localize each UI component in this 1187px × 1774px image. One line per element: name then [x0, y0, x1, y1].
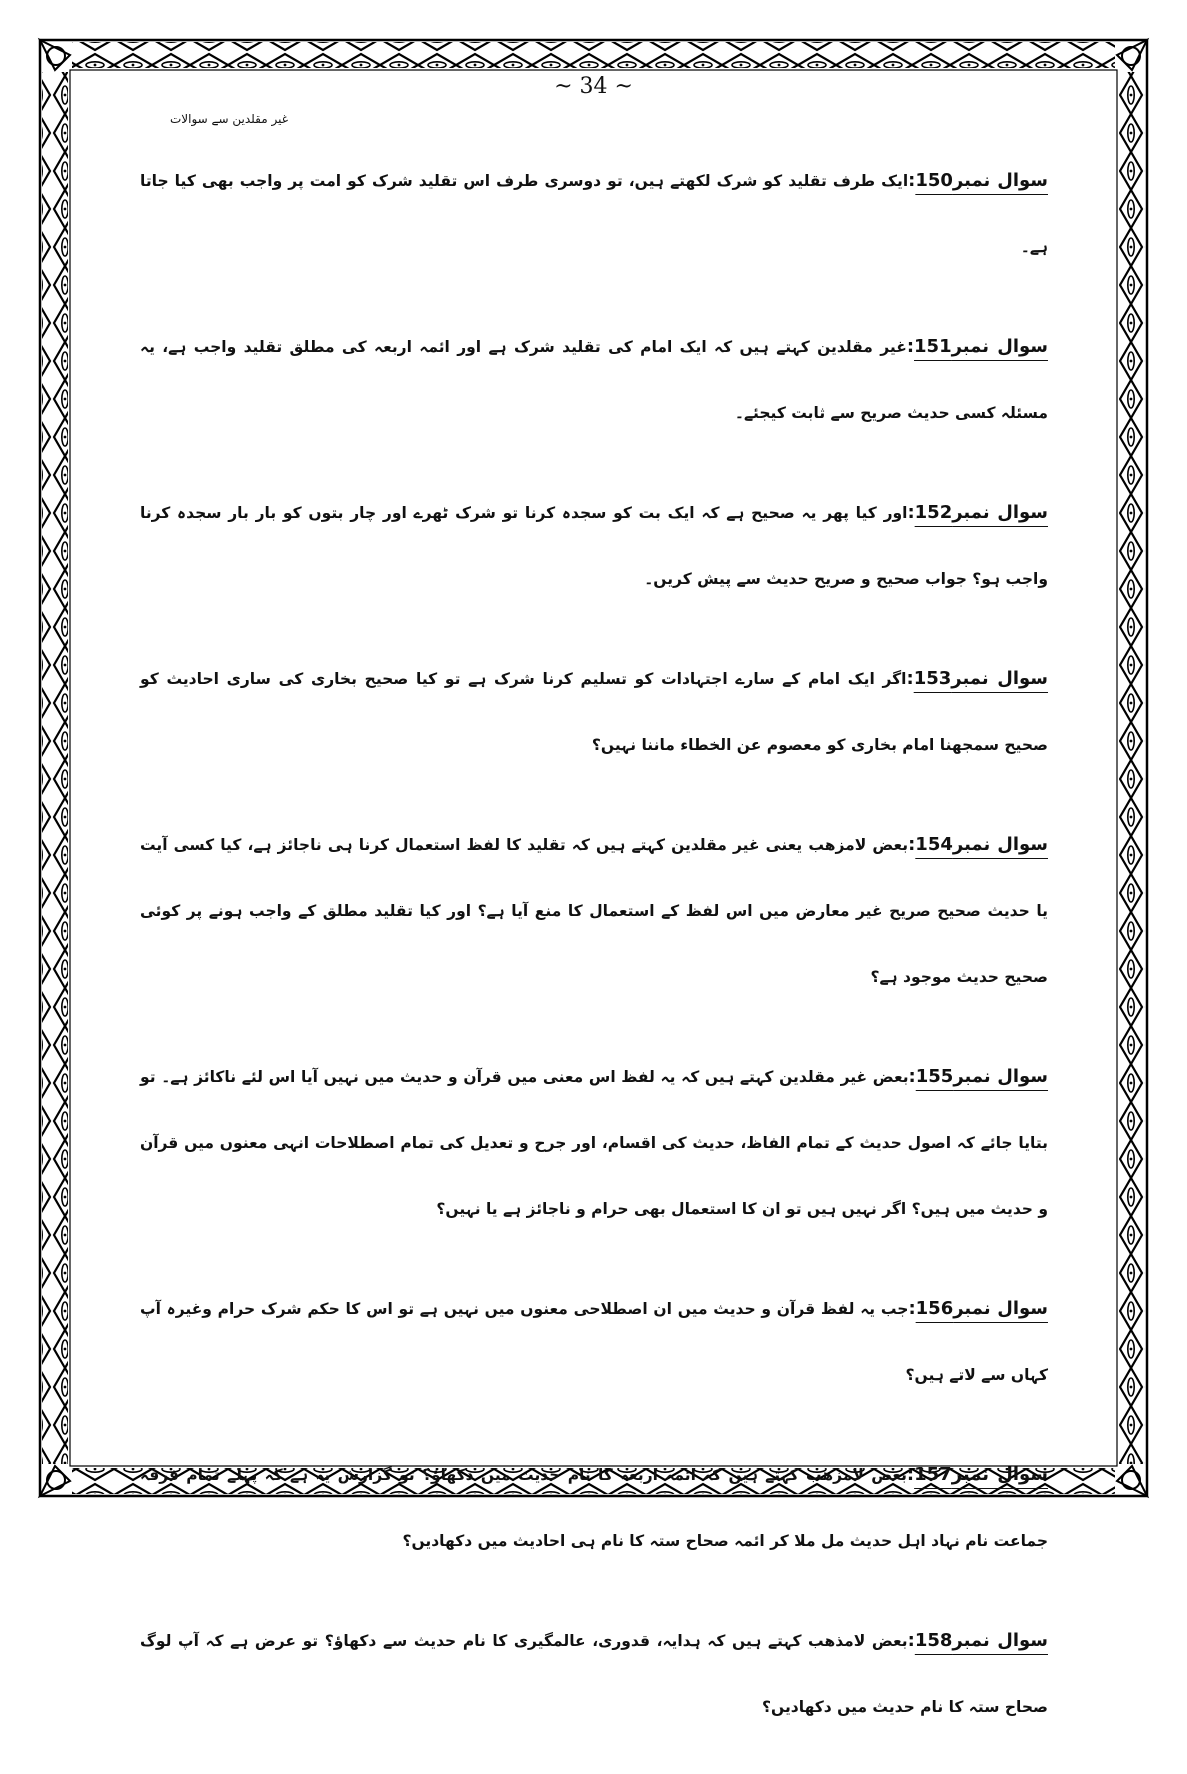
question-text: بعض غیر مقلدین کہتے ہیں کہ یہ لفظ اس معنی میں قرآن و حدیث میں نہیں آیا اس لئے ناکائز ہے۔ تو بتایا جائے کہ اصول حدیث کے تمام الفاظ، حدیث کی اقسام، اور جرح و تعدیل کی تمام اصطلاحات انہی معنوں میں قرآن و حدیث میں ہیں؟ اگر نہیں ہیں تو ان کا استعمال بھی حرام و ناجائز ہے یا نہیں؟ [140, 1068, 1048, 1218]
question-label: سوال نمبر154 [915, 834, 1048, 855]
question-item: سوال نمبر153:اگر ایک امام کے سارے اجتہادات کو تسلیم کرنا شرک ہے تو کیا صحیح بخاری کی ساری احادیث کو صحیح سمجھنا امام بخاری کو معصوم عن الخطاء ماننا نہیں؟ [140, 668, 1049, 754]
question-text: اور کیا پھر یہ صحیح ہے کہ ایک بت کو سجدہ کرنا تو شرک ٹھرے اور چار بتوں کو بار بار سجدہ کرنا واجب ہو؟ جواب صحیح و صریح حدیث سے پیش کریں۔ [140, 504, 1048, 588]
question-item: سوال نمبر155:بعض غیر مقلدین کہتے ہیں کہ یہ لفظ اس معنی میں قرآن و حدیث میں نہیں آیا اس لئے ناکائز ہے۔ تو بتایا جائے کہ اصول حدیث کے تمام الفاظ، حدیث کی اقسام، اور جرح و تعدیل کی تمام اصطلاحات انہی معنوں میں قرآن و حدیث میں ہیں؟ اگر نہیں ہیں تو ان کا استعمال بھی حرام و ناجائز ہے یا نہیں؟ [140, 1066, 1049, 1218]
question-text: اگر ایک امام کے سارے اجتہادات کو تسلیم کرنا شرک ہے تو کیا صحیح بخاری کی ساری احادیث کو صحیح سمجھنا امام بخاری کو معصوم عن الخطاء ماننا نہیں؟ [140, 670, 1048, 754]
question-item: سوال نمبر151:غیر مقلدین کہتے ہیں کہ ایک امام کی تقلید شرک ہے اور ائمہ اربعہ کی مطلق تقلید واجب ہے، یہ مسئلہ کسی حدیث صریح سے ثابت کیجئے۔ [140, 336, 1048, 422]
running-header: غیر مقلدین سے سوالات [169, 112, 288, 126]
question-list [140, 148, 1048, 1774]
question-text: بعض لامزھب یعنی غیر مقلدین کہتے ہیں کہ تقلید کا لفظ استعمال کرنا ہی ناجائز ہے، کیا کسی آیت یا حدیث صحیح صریح غیر معارض میں اس لفظ کے استعمال کا منع آیا ہے؟ اور کیا تقلید مطلق کے واجب ہونے پر کوئی صحیح حدیث موجود ہے؟ [140, 836, 1048, 986]
question-text: ایک طرف تقلید کو شرک لکھتے ہیں، تو دوسری طرف اس تقلید شرک کو امت پر واجب بھی کیا جاتا ہے۔ [140, 172, 1048, 256]
question-item: سوال نمبر156:جب یہ لفظ قرآن و حدیث میں ان اصطلاحی معنوں میں نہیں ہے تو اس کا حکم شرک حرام وغیرہ آپ کہاں سے لاتے ہیں؟ [140, 1298, 1048, 1384]
question-label: سوال نمبر152 [914, 502, 1048, 523]
question-text: بعض لامذھب کہتے ہیں کہ ہدایہ، قدوری، عالمگیری کا نام حدیث سے دکھاؤ؟ تو عرض ہے کہ آپ لوگ صحاح ستہ کا نام حدیث میں دکھادیں؟ [140, 1632, 1048, 1716]
question-label: سوال نمبر150 [915, 170, 1048, 191]
question-item: سوال نمبر152:اور کیا پھر یہ صحیح ہے کہ ایک بت کو سجدہ کرنا تو شرک ٹھرے اور چار بتوں کو بار بار سجدہ کرنا واجب ہو؟ جواب صحیح و صریح حدیث سے پیش کریں۔ [140, 502, 1048, 588]
page-number: ~ 34 ~ [554, 74, 633, 99]
question-label: سوال نمبر155 [915, 1066, 1049, 1087]
question-text: بعض لامزھب کہتے ہیں کہ ائمہ اربعہ کا نام حدیث میں دکھاؤ؟ تو گزارش یہ ہے کہ پہلے تمام فرقہ جماعت نام نہاد اہل حدیث مل ملا کر ائمہ صحاح ستہ کا نام ہی احادیث میں دکھادیں؟ [140, 1466, 1048, 1550]
question-label: سوال نمبر153 [913, 668, 1049, 689]
question-item: سوال نمبر154:بعض لامزھب یعنی غیر مقلدین کہتے ہیں کہ تقلید کا لفظ استعمال کرنا ہی ناجائز ہے، کیا کسی آیت یا حدیث صحیح صریح غیر معارض میں اس لفظ کے استعمال کا منع آیا ہے؟ اور کیا تقلید مطلق کے واجب ہونے پر کوئی صحیح حدیث موجود ہے؟ [140, 834, 1048, 986]
question-label: سوال نمبر151 [914, 336, 1048, 357]
question-text: غیر مقلدین کہتے ہیں کہ ایک امام کی تقلید شرک ہے اور ائمہ اربعہ کی مطلق تقلید واجب ہے، یہ مسئلہ کسی حدیث صریح سے ثابت کیجئے۔ [140, 338, 1048, 422]
question-item: سوال نمبر158:بعض لامذھب کہتے ہیں کہ ہدایہ، قدوری، عالمگیری کا نام حدیث سے دکھاؤ؟ تو عرض ہے کہ آپ لوگ صحاح ستہ کا نام حدیث میں دکھادیں؟ [140, 1630, 1048, 1716]
question-item: سوال نمبر150:ایک طرف تقلید کو شرک لکھتے ہیں، تو دوسری طرف اس تقلید شرک کو امت پر واجب بھی کیا جاتا ہے۔ [140, 170, 1048, 256]
question-text: جب یہ لفظ قرآن و حدیث میں ان اصطلاحی معنوں میں نہیں ہے تو اس کا حکم شرک حرام وغیرہ آپ کہاں سے لاتے ہیں؟ [140, 1300, 1048, 1384]
question-item: سوال نمبر157:بعض لامزھب کہتے ہیں کہ ائمہ اربعہ کا نام حدیث میں دکھاؤ؟ تو گزارش یہ ہے کہ پہلے تمام فرقہ جماعت نام نہاد اہل حدیث مل ملا کر ائمہ صحاح ستہ کا نام ہی احادیث میں دکھادیں؟ [140, 1464, 1048, 1550]
question-label: سوال نمبر157 [914, 1464, 1048, 1485]
question-label: سوال نمبر158 [914, 1630, 1048, 1651]
question-label: سوال نمبر156 [915, 1298, 1048, 1319]
